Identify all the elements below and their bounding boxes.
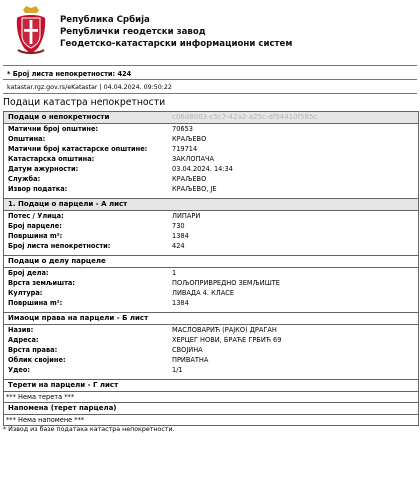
field-value: ЛИПАРИ (172, 212, 201, 220)
part-rows (4, 268, 418, 308)
field-label: Општина: (8, 135, 46, 143)
burdens-text: *** Нема терета *** (6, 393, 75, 401)
table-row (4, 124, 418, 134)
field-label: Површина m²: (8, 232, 63, 240)
table-row (4, 345, 418, 355)
table-row (4, 241, 418, 251)
serbia-coat-of-arms-icon (14, 4, 48, 56)
property-rows (4, 124, 418, 194)
field-label: Удео: (8, 366, 31, 374)
parcel-rows (4, 211, 418, 251)
table-row (4, 184, 418, 194)
property-code: c06d8003-c5c7-42a2-a25c-df94410f585c (172, 113, 318, 121)
section-title: Подаци о непокретности (8, 113, 110, 121)
table-row (4, 335, 418, 345)
table-row (4, 134, 418, 144)
field-label: Потес / Улица: (8, 212, 64, 220)
field-value: ХЕРЦЕГ НОВИ, БРАЋЕ ГРБИЋ 69 (172, 336, 282, 344)
field-label: Врста земљишта: (8, 279, 75, 287)
field-value: ПОЉОПРИВРЕДНО ЗЕМЉИШТЕ (172, 279, 280, 287)
field-label: Служба: (8, 175, 41, 183)
table-row (4, 278, 418, 288)
table-row (4, 365, 418, 375)
field-value: КРАЉЕВО, ЈЕ (172, 185, 217, 193)
section-burdens-header (4, 379, 418, 392)
divider (3, 93, 417, 94)
field-label: Адреса: (8, 336, 39, 344)
remarks-text: *** Нема напомене *** (6, 416, 85, 424)
source-and-timestamp: katastar.rgz.gov.rs/eKatastar | 04.04.2024. 09:50:22 (7, 84, 172, 91)
table-row (4, 144, 418, 154)
field-value: 719714 (172, 145, 198, 153)
cadastre-table (3, 111, 419, 426)
section-title: Напомена (терет парцела) (8, 404, 117, 412)
field-label: Назив: (8, 326, 34, 334)
field-value: 424 (172, 242, 185, 250)
field-label: Катастарска општина: (8, 155, 95, 163)
field-value: 1384 (172, 232, 189, 240)
table-row (4, 211, 418, 221)
section-parcel-header (4, 198, 418, 211)
table-row (4, 154, 418, 164)
section-title: 1. Подаци о парцели - А лист (8, 200, 128, 208)
field-label: Врста права: (8, 346, 58, 354)
field-label: Матични број катастарске општине: (8, 145, 148, 153)
section-property-header (4, 111, 418, 124)
section-remarks-header (4, 402, 418, 415)
table-row (4, 164, 418, 174)
field-label: Матични број општине: (8, 125, 99, 133)
table-row (4, 325, 418, 335)
field-value: ЛИВАДА 4. КЛАСЕ (172, 289, 234, 297)
divider (3, 79, 417, 80)
table-row (4, 231, 418, 241)
field-value: 1 (172, 269, 177, 277)
field-value: МАСЛОВАРИЋ (РАЈКО) ДРАГАН (172, 326, 277, 334)
header (0, 0, 420, 60)
section-title: Имаоци права на парцели - Б лист (8, 314, 149, 322)
field-value: КРАЉЕВО (172, 175, 207, 183)
field-value: 1/1 (172, 366, 183, 374)
organization-name (60, 14, 292, 50)
section-part-header (4, 255, 418, 268)
field-value: 70653 (172, 125, 193, 133)
field-label: Облик својине: (8, 356, 66, 364)
table-row (4, 288, 418, 298)
section-title: Терети на парцели - Г лист (8, 381, 119, 389)
field-value: СВОЈИНА (172, 346, 203, 354)
field-value: КРАЉЕВО (172, 135, 207, 143)
field-label: Број парцеле: (8, 222, 62, 230)
field-label: Датум ажурности: (8, 165, 79, 173)
org-line-system: Геодетско-катастарски информациони систем (60, 39, 293, 49)
field-value: ПРИВАТНА (172, 356, 209, 364)
field-label: Број дела: (8, 269, 49, 277)
field-value: 730 (172, 222, 185, 230)
field-label: Извор податка: (8, 185, 68, 193)
org-line-country: Република Србија (60, 15, 150, 25)
table-row (4, 355, 418, 365)
footer-note: * Извод из базе података катастра непокретности. (3, 426, 175, 433)
table-row (4, 298, 418, 308)
section-holders-header (4, 312, 418, 325)
field-value: ЗАКЛОПАЧА (172, 155, 215, 163)
org-line-institute: Републички геодетски завод (60, 27, 206, 37)
field-label: Број листа непокретности: (8, 242, 111, 250)
field-value: 1384 (172, 299, 189, 307)
table-row (4, 174, 418, 184)
section-title: Подаци о делу парцеле (8, 257, 106, 265)
field-label: Култура: (8, 289, 43, 297)
table-row (4, 268, 418, 278)
field-label: Површина m²: (8, 299, 63, 307)
table-row (4, 221, 418, 231)
field-value: 03.04.2024. 14:34 (172, 165, 233, 173)
page-title: Подаци катастра непокретности (3, 97, 166, 108)
holders-rows (4, 325, 418, 375)
sheet-number-note: * Број листа непокретности: 424 (7, 70, 132, 78)
divider (3, 65, 417, 66)
